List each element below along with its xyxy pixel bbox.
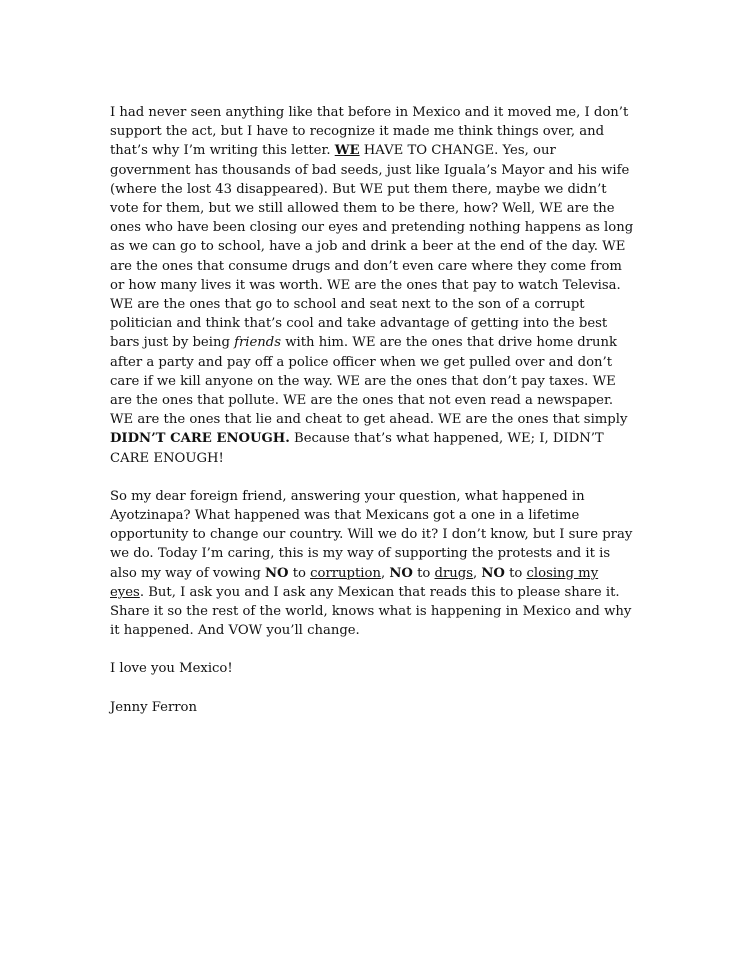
text-segment: closing my eyes bbox=[110, 565, 599, 600]
paragraph-2 bbox=[110, 487, 636, 641]
text-segment: DIDN’T CARE ENOUGH. bbox=[110, 431, 290, 447]
text-segment: , bbox=[380, 565, 390, 581]
text-segment: Because that’s what happened, WE; I, DIDN’T CARE ENOUGH! bbox=[110, 431, 604, 466]
signature: Jenny Ferron bbox=[110, 699, 197, 715]
closing-line: I love you Mexico! bbox=[110, 661, 233, 677]
text-segment: , bbox=[472, 565, 482, 581]
text-segment: to bbox=[288, 565, 311, 581]
text-segment: So my dear foreign friend, answering your question, what happened in Ayotzinapa? What happened was that Mexicans got a one in a lifetime opportunity to change our country. Will we do it? I don’t know, but I sure pray we do. Today I’m caring, this is my way of supporting the protests and it is also my way of vowing bbox=[110, 488, 633, 581]
text-segment: NO bbox=[481, 565, 505, 581]
text-segment: friends bbox=[234, 335, 282, 351]
text-segment: drugs bbox=[434, 565, 473, 581]
text-segment: WE bbox=[334, 143, 360, 159]
letter-body bbox=[110, 103, 636, 717]
text-segment: I had never seen anything like that before in Mexico and it moved me, I don’t support the act, but I have to recognize it made me think things over, and that’s why I’m writing this letter. bbox=[110, 105, 629, 159]
text-segment: to bbox=[412, 565, 435, 581]
text-segment: to bbox=[504, 565, 527, 581]
paragraph-1 bbox=[110, 103, 636, 468]
text-segment: NO bbox=[264, 565, 289, 581]
text-segment: HAVE TO CHANGE. Yes, our government has thousands of bad seeds, just like Iguala’s Mayor and his wife (where the lost 43 disappeared). But WE put them there, maybe we didn’t vote for them, but we still allowed them to be there, how? Well, WE are the ones who have been closing our eyes and pretending nothing happens as long as we can go to school, have a job and drink a beer at the end of the day. WE are the ones that consume drugs and don’t even care where they come from or how many lives it was worth. WE are the ones that pay to watch Televisa. WE are the ones that go to school and seat next to the son of a corrupt politician and think that’s cool and take advantage of getting into the best bars just by being bbox=[110, 143, 634, 351]
text-segment: with him. WE are the ones that drive home drunk after a party and pay off a police officer when we get pulled over and don’t care if we kill anyone on the way. WE are the ones that don’t pay taxes. WE are the ones that pollute. WE are the ones that not even read a newspaper. WE are the ones that lie and cheat to get ahead. WE are the ones that simply bbox=[110, 335, 628, 428]
text-segment: . But, I ask you and I ask any Mexican that reads this to please share it. Share it so the rest of the world, knows what is happening in Mexico and why it happened. And VOW you’ll change. bbox=[110, 584, 632, 639]
text-segment: NO bbox=[389, 565, 413, 581]
text-segment: corruption bbox=[310, 565, 381, 581]
